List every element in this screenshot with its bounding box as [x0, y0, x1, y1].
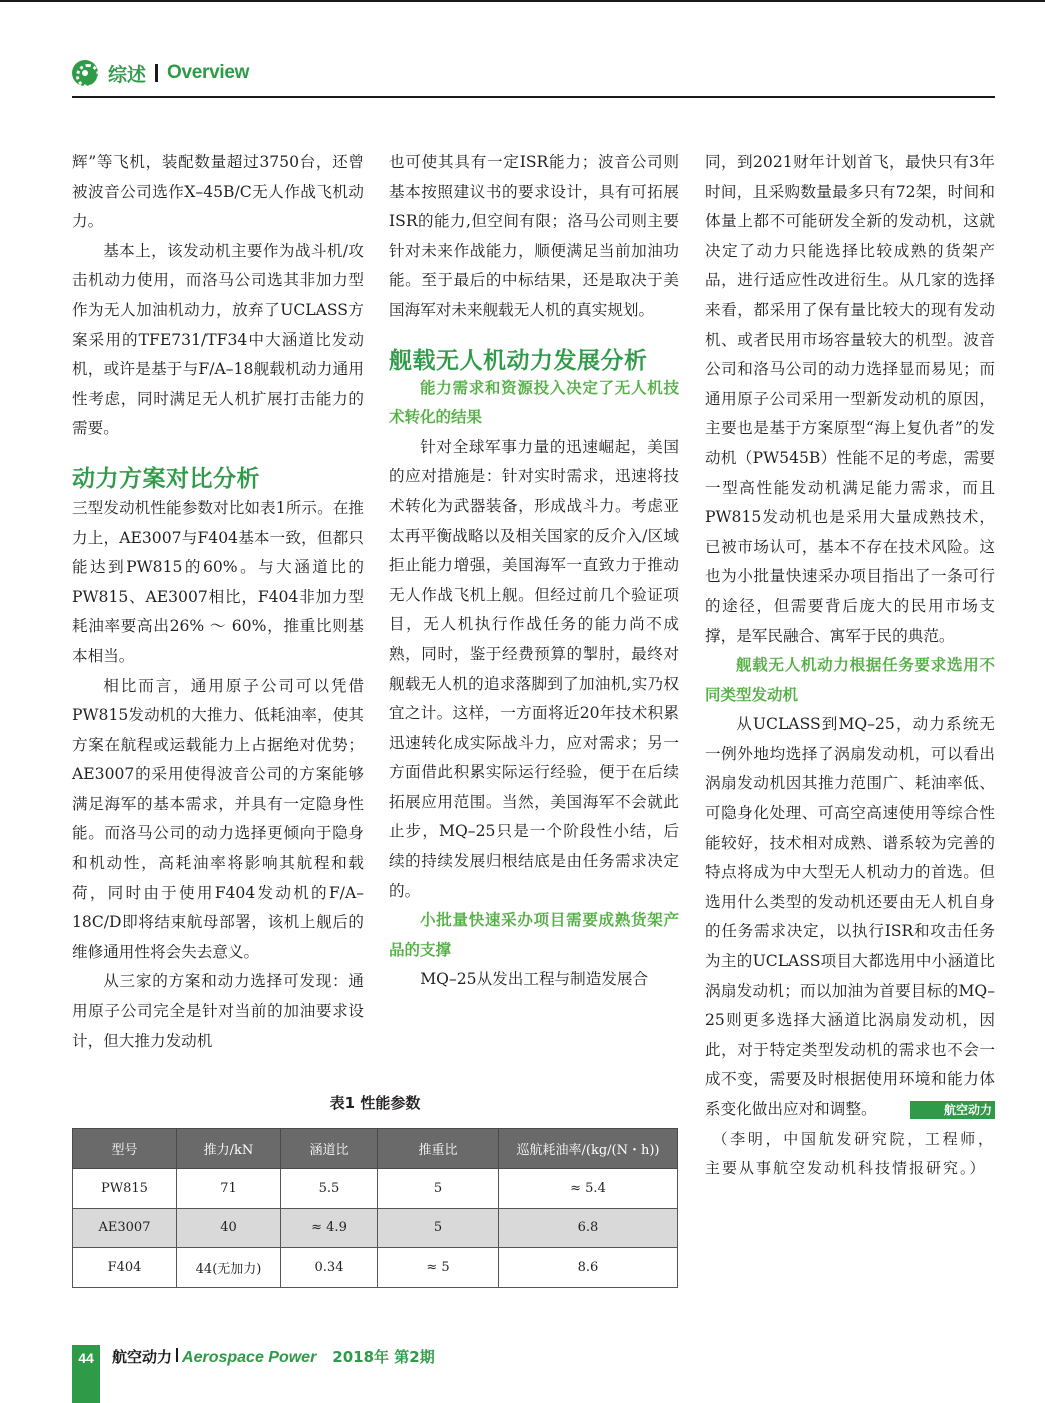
paragraph: 从三家的方案和动力选择可发现：通用原子公司完全是针对当前的加油要求设计，但大推力发动机: [72, 972, 364, 1050]
paragraph: 辉”等飞机，装配数量超过3750台，还曾被波音公司选作X–45B/C无人作战飞机动力。: [72, 153, 364, 231]
paragraph: 相比而言，通用原子公司可以凭借PW815发动机的大推力、低耗油率，使其方案在航程或运载能力上占据绝对优势；AE3007的采用使得波音公司的方案能够满足海军的基本需求，并具有一定隐身性能。而洛马公司的动力选择更倾向于隐身和机动性，高耗油率将影响其航程和载荷，同时由于使用F404发动机的F/A–18C/D即将结束航母部署，该机上舰后的维修通用性将会失去意义。: [72, 676, 364, 961]
journal-logo-icon: [72, 60, 98, 86]
table-cell: 5.5: [281, 1169, 378, 1209]
table-row: [73, 1248, 678, 1288]
table-cell: 0.34: [281, 1248, 378, 1288]
column-header: 巡航耗油率/(kg/(N・h)): [499, 1129, 678, 1169]
footer-journal: [112, 1346, 435, 1367]
table-cell: ≈ 5.4: [499, 1169, 678, 1209]
subheading: 舰载无人机动力根据任务要求选用不同类型发动机: [705, 656, 995, 704]
table-header-row: [73, 1129, 678, 1169]
table-cell: ≈ 5: [378, 1248, 499, 1288]
author-note: （李明，中国航发研究院，工程师，主要从事航空发动机科技情报研究。）: [705, 1129, 995, 1178]
table-cell: 40: [177, 1208, 281, 1248]
footer-separator: [176, 1348, 178, 1362]
section-header: [72, 58, 249, 88]
subheading: 能力需求和资源投入决定了无人机技术转化的结果: [389, 378, 679, 427]
section-title-en: Overview: [167, 62, 250, 83]
table-row: [73, 1169, 678, 1209]
paragraph: MQ–25从发出工程与制造发展合: [420, 970, 649, 989]
table-cell: AE3007: [73, 1208, 177, 1248]
section-title-cn: 综述: [108, 63, 147, 86]
table-cell: 5: [378, 1208, 499, 1248]
paragraph: 针对全球军事力量的迅速崛起，美国的应对措施是：针对实时需求，迅速将技术转化为武器装备，形成战斗力。考虑亚太再平衡战略以及相关国家的反介入/区域拒止能力增强，美国海军一直致力于推动无人作战飞机上舰。但经过前几个验证项目，无人机执行作战任务的能力尚不成熟，同时，鉴于经费预算的掣肘，最终对舰载无人机的追求落脚到了加油机,实乃权宜之计。这样，一方面将近20年技术积累迅速转化成实际战斗力，应对需求；另一方面借此积累实际运行经验，便于在后续拓展应用范围。当然，美国海军不会就此止步，MQ–25只是一个阶段性小结，后续的持续发展归根结底是由任务需求决定的。: [389, 437, 679, 900]
column-header: 型号: [73, 1129, 177, 1169]
table-cell: PW815: [73, 1169, 177, 1209]
performance-table: [72, 1128, 678, 1288]
paragraph: 三型发动机性能参数对比如表1所示。在推力上，AE3007与F404基本一致，但都只能达到PW815的60%。与大涵道比的PW815、AE3007相比，F404非加力型耗油率要高出26% ～ 60%，推重比则基本相当。: [72, 498, 364, 665]
table-cell: 5: [378, 1169, 499, 1209]
paragraph: 也可使其具有一定ISR能力；波音公司则基本按照建议书的要求设计，具有可拓展ISR的能力,但空间有限；洛马公司则主要针对未来作战能力，顺便满足当前加油功能。至于最后的中标结果，还是取决于美国海军对未来舰载无人机的真实规划。: [389, 153, 679, 319]
end-mark-badge: 航空动力: [910, 1101, 995, 1119]
column-header: 涵道比: [281, 1129, 378, 1169]
table-row: [73, 1208, 678, 1248]
section-heading: 动力方案对比分析: [72, 465, 260, 492]
paragraph-text: 从UCLASS到MQ–25，动力系统无一例外地均选择了涡扇发动机，可以看出涡扇发动机因其推力范围广、耗油率低、可隐身化处理、可高空高速使用等综合性能较好，技术相对成熟、谱系较为完善的特点将成为中大型无人机动力的首选。但选用什么类型的发动机还要由无人机自身的任务需求决定，以执行ISR和攻击任务为主的UCLASS项目大都选用中小涵道比涡扇发动机；而以加油为首要目标的MQ–25则更多选择大涵道比涡扇发动机，因此，对于特定类型发动机的需求也不会一成不变，需要及时根据使用环境和能力体系变化做出应对和调整。: [705, 715, 995, 1118]
table-cell: 71: [177, 1169, 281, 1209]
page-number: 44: [78, 1350, 94, 1366]
column-header: 推力/kN: [177, 1129, 281, 1169]
journal-issue: 2018年 第2期: [332, 1348, 435, 1366]
table-cell: 6.8: [499, 1208, 678, 1248]
subheading: 小批量快速采办项目需要成熟货架产品的支撑: [389, 911, 679, 959]
table-cell: ≈ 4.9: [281, 1208, 378, 1248]
paragraph: 基本上，该发动机主要作为战斗机/攻击机动力使用，而洛马公司选其非加力型作为无人加油机动力，放弃了UCLASS方案采用的TFE731/TF34中大涵道比发动机，或许是基于与F/A–18舰载机动力通用性考虑，同时满足无人机扩展打击能力的需要。: [72, 241, 364, 438]
column-2: [389, 148, 679, 995]
table-cell: 44(无加力): [177, 1248, 281, 1288]
header-rule: [72, 96, 995, 98]
section-separator: [155, 64, 158, 82]
paragraph: [705, 710, 995, 1124]
journal-name-en: Aerospace Power: [182, 1349, 317, 1366]
section-heading: 舰载无人机动力发展分析: [389, 347, 648, 374]
table-cell: 8.6: [499, 1248, 678, 1288]
paragraph: 同，到2021财年计划首飞，最快只有3年时间，且采购数量最多只有72架，时间和体量上都不可能研发全新的发动机，这就决定了动力只能选择比较成熟的货架产品，进行适应性改进衍生。从几家的选择来看，都采用了保有量比较大的现有发动机、或者民用市场容量较大的机型。波音公司和洛马公司的动力选择显而易见；而通用原子公司采用一型新发动机的原因，主要也是基于方案原型“海上复仇者”的发动机（PW545B）性能不足的考虑，需要一型高性能发动机满足能力需求，而且PW815发动机也是采用大量成熟技术，已被市场认可，基本不存在技术风险。这也为小批量快速采办项目指出了一条可行的途径，但需要背后庞大的民用市场支撑，是军民融合、寓军于民的典范。: [705, 153, 995, 645]
top-border-rule: [0, 0, 1045, 2]
column-1: [72, 148, 364, 1056]
column-header: 推重比: [378, 1129, 499, 1169]
journal-name-cn: 航空动力: [112, 1348, 173, 1366]
table-cell: F404: [73, 1248, 177, 1288]
column-3: [705, 148, 995, 1184]
table-caption: 表1 性能参数: [329, 1094, 421, 1112]
